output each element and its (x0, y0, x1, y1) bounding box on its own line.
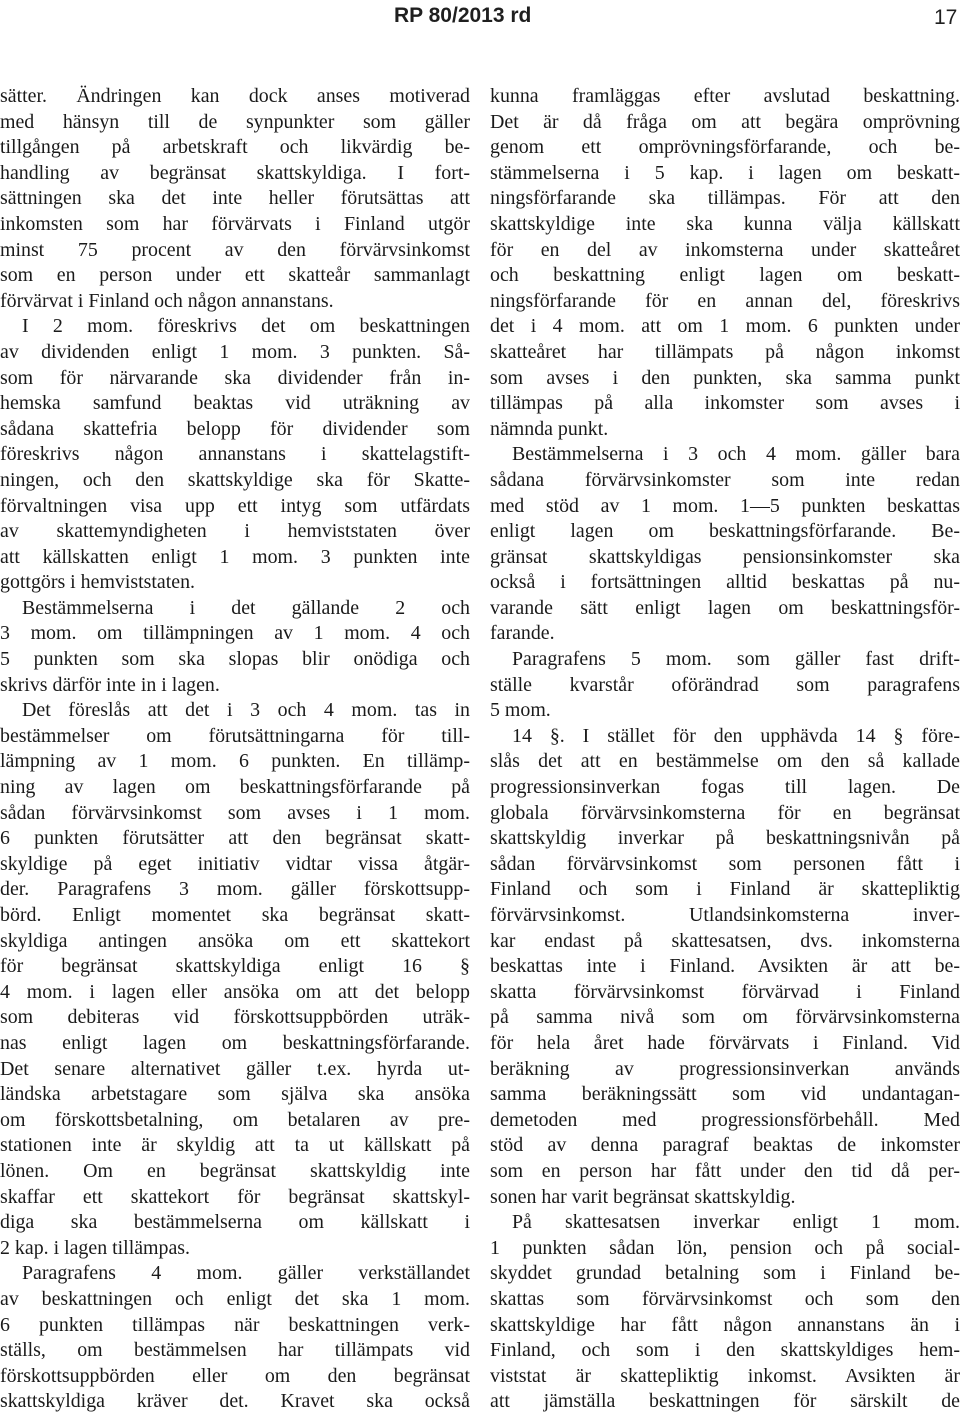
text-line: bestämmelser om förutsättningarna för till- (0, 724, 470, 747)
text-line: progressionsinverkan fogas till lagen. De (490, 776, 960, 799)
text-line: ställe kvarstår oförändrad som paragrafens (490, 673, 960, 696)
text-line: 5 mom. (490, 699, 551, 722)
text-line: Finland, och som i den skattskyldiges hem- (490, 1339, 960, 1362)
text-line: genom ett omprövningsförfarande, och be- (490, 136, 960, 159)
text-line: diga ska bestämmelserna om källskatt i (0, 1211, 470, 1234)
text-line: stämmelserna i 5 kap. i lagen om beskatt- (490, 161, 960, 184)
text-line: lönen. Om en begränsat skattskyldig inte (0, 1159, 470, 1182)
text-line: förskottsuppbörden eller om den begränsat (0, 1364, 470, 1387)
text-line: med hänsyn till de synpunkter som gäller (0, 110, 470, 133)
page-number: 17 (934, 6, 958, 29)
text-line: 2 kap. i lagen tillämpas. (0, 1236, 191, 1259)
text-line: 6 punkten förutsätter att den begränsat skatt- (0, 827, 470, 850)
text-line: minst 75 procent av den förvärvsinkomst (0, 238, 470, 261)
text-line: skatta förvärvsinkomst förvärvad i Finland (490, 980, 960, 1003)
text-line: 14 §. I stället för den upphävda 14 § före- (512, 724, 960, 747)
text-line: På skattesatsen inverkar enligt 1 mom. (512, 1211, 960, 1234)
text-line: nas enligt lagen om beskattningsförfarande. (0, 1031, 470, 1054)
page-header (0, 4, 960, 34)
text-line: kunna framläggas efter avslutad beskattning. (490, 85, 960, 107)
text-line: Det är då fråga om att begära omprövning (490, 110, 960, 133)
text-line: skattskyldig inverkar på beskattningsnivån på (490, 827, 960, 850)
text-line: kar endast på skattesatsen, dvs. inkomsterna (490, 929, 960, 952)
text-line: globala förvärvsinkomsterna för en begränsat (490, 801, 960, 824)
text-line: 3 mom. om tillämpningen av 1 mom. 4 och (0, 622, 470, 645)
text-line: som en person under ett skatteår sammanlagt (0, 264, 470, 287)
text-line: inkomsten som har förvärvats i Finland utgör (0, 212, 470, 235)
text-line: ställs, om bestämmelsen har tillämpats vid (0, 1339, 470, 1362)
text-line: förvärvsinkomst. Utlandsinkomsterna inver- (490, 904, 960, 926)
text-line: av dividenden enligt 1 mom. 3 punkten. Så- (0, 340, 470, 363)
text-line: sättningen ska det inte heller förutsättas att (0, 187, 470, 210)
text-line: 4 mom. i lagen eller ansöka om att det belopp (0, 980, 470, 1003)
text-line: förvärvat i Finland och någon annanstans. (0, 289, 334, 312)
text-line: för hela året hade förvärvats i Finland. Vid (490, 1031, 960, 1054)
right-text-column (490, 84, 960, 1415)
text-line: tillgången på arbetskraft och likvärdig be- (0, 136, 470, 159)
text-line: skyldige på eget initiativ vidtar vissa åtgär- (0, 852, 470, 875)
text-line: sätter. Ändringen kan dock anses motiverad (0, 85, 470, 107)
text-line: för en del av inkomsterna under skatteåret (490, 238, 960, 261)
text-line: förvaltningen visa upp ett intyg som utfärdats (0, 494, 470, 517)
text-line: ningsförfarande för en annan del, föreskrivs (490, 289, 960, 312)
text-line: Paragrafens 4 mom. gäller verkställandet (22, 1262, 470, 1285)
text-line: av beskattningen och enligt det ska 1 mom. (0, 1287, 470, 1310)
text-line: föreskrivs någon annanstans i skattelagstift- (0, 443, 470, 466)
text-line: varande sätt enligt lagen om beskattningsför- (490, 596, 960, 619)
text-line: hemska samfund beaktas vid uträkning av (0, 392, 470, 415)
left-text-column (0, 84, 470, 1415)
text-line: beskattas inte i Finland. Avsikten är att be- (490, 955, 960, 978)
text-line: stöd av denna paragraf beaktas de inkomster (490, 1134, 960, 1157)
text-line: och beskattning enligt lagen om beskatt- (490, 264, 960, 287)
text-line: stationen inte är skyldig att ta ut källskatt på (0, 1134, 470, 1157)
text-line: skattskyldige har fått någon annanstans än i (490, 1313, 960, 1336)
text-line: lämpning av 1 mom. 6 punkten. En tillämp- (0, 750, 470, 773)
text-line: skyldiga antingen ansöka om ett skattekort (0, 929, 470, 952)
text-line: sådan förvärvsinkomst som avses i 1 mom. (0, 801, 470, 824)
text-line: sådana förvärvsinkomster som inte redan (490, 468, 960, 491)
text-line: som en person har fått under den tid då per- (490, 1159, 960, 1182)
text-line: skyddet grundad betalning som i Finland be- (490, 1262, 960, 1285)
text-line: demetoden med progressionsförbehåll. Med (490, 1108, 960, 1131)
document-id: RP 80/2013 rd (394, 4, 532, 27)
text-line: på samma nivå som om förvärvsinkomsterna (490, 1006, 960, 1029)
text-line: skrivs därför inte in i lagen. (0, 673, 220, 696)
text-line: der. Paragrafens 3 mom. gäller förskottsupp- (0, 878, 470, 901)
text-line: skattas som förvärvsinkomst och som den (490, 1287, 960, 1310)
text-line: Bestämmelserna i 3 och 4 mom. gäller bara (512, 443, 960, 466)
text-line: ningsförfarande ska tillämpas. För att den (490, 187, 960, 210)
text-line: sådan förvärvsinkomst som personen fått i (490, 852, 960, 875)
text-line: enligt lagen om beskattningsförfarande. Be- (490, 520, 960, 543)
text-line: skattskyldiga kräver det. Kravet ska också (0, 1390, 470, 1413)
text-line: samma beräkningssätt som vid undantagan- (490, 1083, 960, 1106)
text-line: nämnda punkt. (490, 417, 609, 440)
text-line: det i 4 mom. att om 1 mom. 6 punkten under (490, 315, 960, 338)
text-line: att källskatten enligt 1 mom. 3 punkten inte (0, 545, 470, 568)
text-line: börd. Enligt momentet ska begränsat skatt- (0, 904, 470, 926)
text-line: som för närvarande ska dividender från in- (0, 366, 470, 389)
text-line: med stöd av 1 mom. 1—5 punkten beskattas (490, 494, 960, 517)
text-line: att jämställa beskattningen för särskilt de (490, 1390, 960, 1413)
text-line: I 2 mom. föreskrivs det om beskattningen (22, 315, 470, 338)
text-line: Paragrafens 5 mom. som gäller fast drift- (512, 648, 960, 671)
text-line: slås det att en bestämmelse om den så kallade (490, 750, 960, 773)
text-line: om förskottsbetalning, om betalaren av pre- (0, 1108, 470, 1131)
text-line: Finland och som i Finland är skattepliktig (490, 878, 960, 901)
text-line: gottgörs i hemviststaten. (0, 571, 196, 594)
text-line: Det föreslås att det i 3 och 4 mom. tas in (22, 699, 470, 722)
text-line: gränsat skattskyldigas pensionsinkomster ska (490, 545, 960, 568)
text-line: ningen, och den skattskyldige ska för Skatte- (0, 468, 470, 491)
text-line: viststat är skattepliktig inkomst. Avsikten är (490, 1364, 960, 1387)
text-line: som avses i den punkten, ska samma punkt (490, 366, 960, 389)
text-line: skatteåret har tillämpats på någon inkomst (490, 340, 960, 363)
text-line: skaffar ett skattekort för begränsat skattskyl- (0, 1185, 470, 1208)
text-line: sonen har varit begränsat skattskyldig. (490, 1185, 796, 1208)
text-line: för begränsat skattskyldiga enligt 16 § (0, 955, 470, 978)
text-line: Bestämmelserna i det gällande 2 och (22, 596, 470, 619)
text-line: tillämpas på alla inkomster som avses i (490, 392, 960, 415)
text-line: ning av lagen om beskattningsförfarande på (0, 776, 470, 799)
text-line: också i fortsättningen alltid beskattas på nu- (490, 571, 960, 594)
text-line: handling av begränsat skattskyldiga. I fort- (0, 161, 470, 184)
text-line: sådana skattefria belopp för dividender som (0, 417, 470, 440)
text-line: 1 punkten sådan lön, pension och på social- (490, 1236, 960, 1259)
text-line: farande. (490, 622, 555, 645)
text-line: 6 punkten tillämpas när beskattningen verk- (0, 1313, 470, 1336)
text-line: av skattemyndigheten i hemviststaten över (0, 520, 470, 543)
text-line: beräkning av progressionsinverkan används (490, 1057, 960, 1080)
text-line: ländska arbetstagare som själva ska ansöka (0, 1083, 470, 1106)
text-line: 5 punkten som ska slopas blir onödiga och (0, 648, 470, 671)
text-line: Det senare alternativet gäller t.ex. hyrda ut- (0, 1057, 470, 1080)
text-line: som debiteras vid förskottsuppbörden uträk- (0, 1006, 470, 1029)
text-line: skattskyldige inte ska kunna välja källskatt (490, 212, 960, 235)
